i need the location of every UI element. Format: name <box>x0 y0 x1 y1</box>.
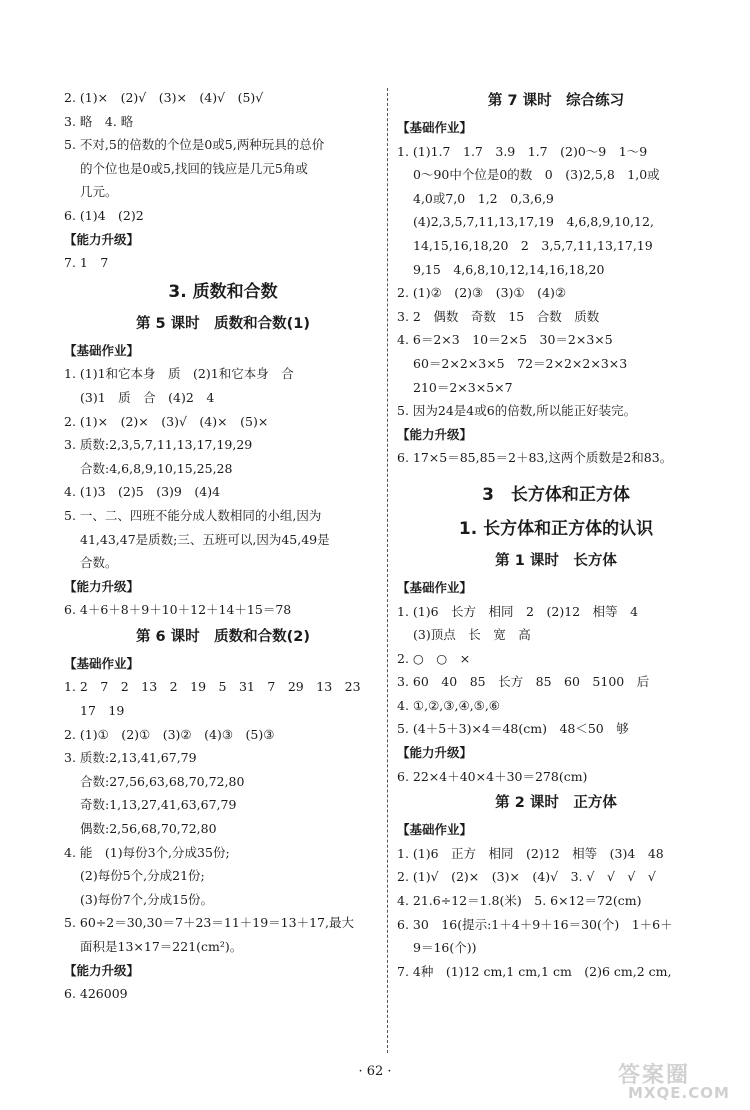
lesson-title: 第 5 课时 质数和合数(1) <box>135 315 311 332</box>
answer-line: 1. (1)6 长方 相同 2 (2)12 相等 4 <box>397 603 639 619</box>
answer-line: 2. (1)× (2)√ (3)× (4)√ (5)√ <box>64 90 264 105</box>
lesson-title: 第 1 课时 长方体 <box>495 552 617 569</box>
answer-line: 4. 21.6÷12＝1.8(米) 5. 6×12＝72(cm) <box>397 893 642 909</box>
answer-line: 3. 60 40 85 长方 85 60 5100 后 <box>397 674 650 690</box>
answer-line: 4. ①,②,③,④,⑤,⑥ <box>397 697 501 713</box>
section-label: 【能力升级】 <box>397 426 473 442</box>
section-label: 【基础作业】 <box>397 120 473 135</box>
answer-line: 5. 不对,5的倍数的个位是0或5,两种玩具的总价 <box>64 137 325 153</box>
section-label: 【能力升级】 <box>64 962 140 978</box>
answer-line: 1. (1)1和它本身 质 (2)1和它本身 合 <box>64 366 294 382</box>
answer-line: (3)1 质 合 (4)2 4 <box>80 389 215 405</box>
answer-line: 6. (1)4 (2)2 <box>64 207 144 223</box>
lesson-title: 第 6 课时 质数和合数(2) <box>135 628 311 645</box>
answer-line: 6. 30 16(提示:1＋4＋9＋16＝30(个) 1＋6＋ <box>397 916 673 932</box>
answer-line: 合数。 <box>80 555 118 571</box>
answer-line: 合数:27,56,63,68,70,72,80 <box>80 773 245 789</box>
answer-line: 3. 2 偶数 奇数 15 合数 质数 <box>397 308 600 324</box>
answer-line: 9,15 4,6,8,10,12,14,16,18,20 <box>413 261 605 277</box>
section-label: 【能力升级】 <box>64 231 140 247</box>
answer-line: 2. (1)① (2)① (3)② (4)③ (5)③ <box>64 726 275 742</box>
answer-line: 5. 一、二、四班不能分成人数相同的小组,因为 <box>64 507 322 523</box>
watermark-logo <box>612 1058 742 1104</box>
answer-line: 6. 22×4＋40×4＋30＝278(cm) <box>397 768 588 784</box>
section-label: 【基础作业】 <box>64 342 140 358</box>
answer-line: 6. 426009 <box>64 986 128 1002</box>
answer-line: 6. 17×5＝85,85＝2＋83,这两个质数是2和83。 <box>397 450 673 466</box>
answer-line: 2. (1)√ (2)× (3)× (4)√ 3. √ √ √ √ <box>397 869 656 885</box>
lesson-title: 第 2 课时 正方体 <box>495 795 617 812</box>
answer-line: (4)2,3,5,7,11,13,17,19 4,6,8,9,10,12, <box>413 214 654 230</box>
answer-line: 9＝16(个)) <box>413 940 477 956</box>
answer-line: 6. 4＋6＋8＋9＋10＋12＋14＋15＝78 <box>64 602 292 618</box>
lesson-title: 第 7 课时 综合练习 <box>487 93 625 109</box>
answer-line: 1. 2 7 2 13 2 19 5 31 7 29 13 23 <box>64 679 361 695</box>
answer-line: 2. ○ ○ × <box>397 650 471 666</box>
left-column <box>64 86 382 1006</box>
answer-line: 4. (1)3 (2)5 (3)9 (4)4 <box>64 484 221 500</box>
answer-line: 3. 质数:2,13,41,67,79 <box>64 750 197 766</box>
chapter-title: 1. 长方体和正方体的认识 <box>458 518 654 539</box>
answer-line: 的个位也是0或5,找回的钱应是几元5角或 <box>80 160 308 176</box>
section-label: 【基础作业】 <box>64 655 140 671</box>
section-label: 【能力升级】 <box>64 578 140 594</box>
answer-line: 偶数:2,56,68,70,72,80 <box>80 821 217 837</box>
answer-line: 2. (1)② (2)③ (3)① (4)② <box>397 285 567 301</box>
answer-line: 4. 6＝2×3 10＝2×5 30＝2×3×5 <box>397 332 613 348</box>
answer-line: 奇数:1,13,27,41,63,67,79 <box>80 797 237 813</box>
answer-line: 3. 质数:2,3,5,7,11,13,17,19,29 <box>64 437 253 453</box>
section-label: 【基础作业】 <box>397 822 473 838</box>
page-number: · 62 · <box>358 1064 392 1079</box>
answer-line: 60＝2×2×3×5 72＝2×2×2×3×3 <box>413 355 628 371</box>
answer-line: (3)顶点 长 宽 高 <box>413 627 531 643</box>
chapter-title: 3. 质数和合数 <box>168 281 278 302</box>
answer-line: 5. 60÷2＝30,30＝7＋23＝11＋19＝13＋17,最大 <box>64 915 354 931</box>
answer-line: 4. 能 (1)每份3个,分成35份; <box>64 844 230 860</box>
answer-line: 合数:4,6,8,9,10,15,25,28 <box>80 460 233 476</box>
unit-title: 3 长方体和正方体 <box>482 484 630 505</box>
answer-line: 2. (1)× (2)× (3)√ (4)× (5)× <box>64 413 269 429</box>
right-column <box>397 86 715 983</box>
answer-line: 5. 因为24是4或6的倍数,所以能正好装完。 <box>397 403 637 419</box>
answer-line: 5. (4＋5＋3)×4＝48(cm) 48＜50 够 <box>397 721 629 737</box>
answer-line: 210＝2×3×5×7 <box>413 379 513 395</box>
watermark-url: MXQE.COM <box>628 1084 730 1102</box>
section-label: 【能力升级】 <box>397 745 473 761</box>
answer-line: 几元。 <box>80 184 118 200</box>
answer-line: 41,43,47是质数;三、五班可以,因为45,49是 <box>80 531 330 547</box>
answer-line: 3. 略 4. 略 <box>64 113 134 129</box>
column-divider <box>387 88 388 1053</box>
section-label: 【基础作业】 <box>397 579 473 595</box>
answer-line: 17 19 <box>80 703 125 719</box>
watermark-text: 答案圈 <box>618 1063 691 1088</box>
answer-line: 0～90中个位是0的数 0 (3)2,5,8 1,0或 <box>413 167 660 183</box>
answer-line: 1. (1)1.7 1.7 3.9 1.7 (2)0～9 1～9 <box>397 143 648 159</box>
answer-line: 7. 4种 (1)12 cm,1 cm,1 cm (2)6 cm,2 cm, <box>397 963 672 979</box>
answer-line: 7. 1 7 <box>64 255 109 271</box>
answer-line: (2)每份5个,分成21份; <box>80 868 205 884</box>
answer-line: 4,0或7,0 1,2 0,3,6,9 <box>413 190 554 206</box>
answer-line: 1. (1)6 正方 相同 (2)12 相等 (3)4 48 <box>397 845 664 861</box>
answer-line: 面积是13×17＝221(cm²)。 <box>80 939 243 954</box>
answer-line: (3)每份7个,分成15份。 <box>80 891 214 907</box>
answer-line: 14,15,16,18,20 2 3,5,7,11,13,17,19 <box>413 237 653 253</box>
